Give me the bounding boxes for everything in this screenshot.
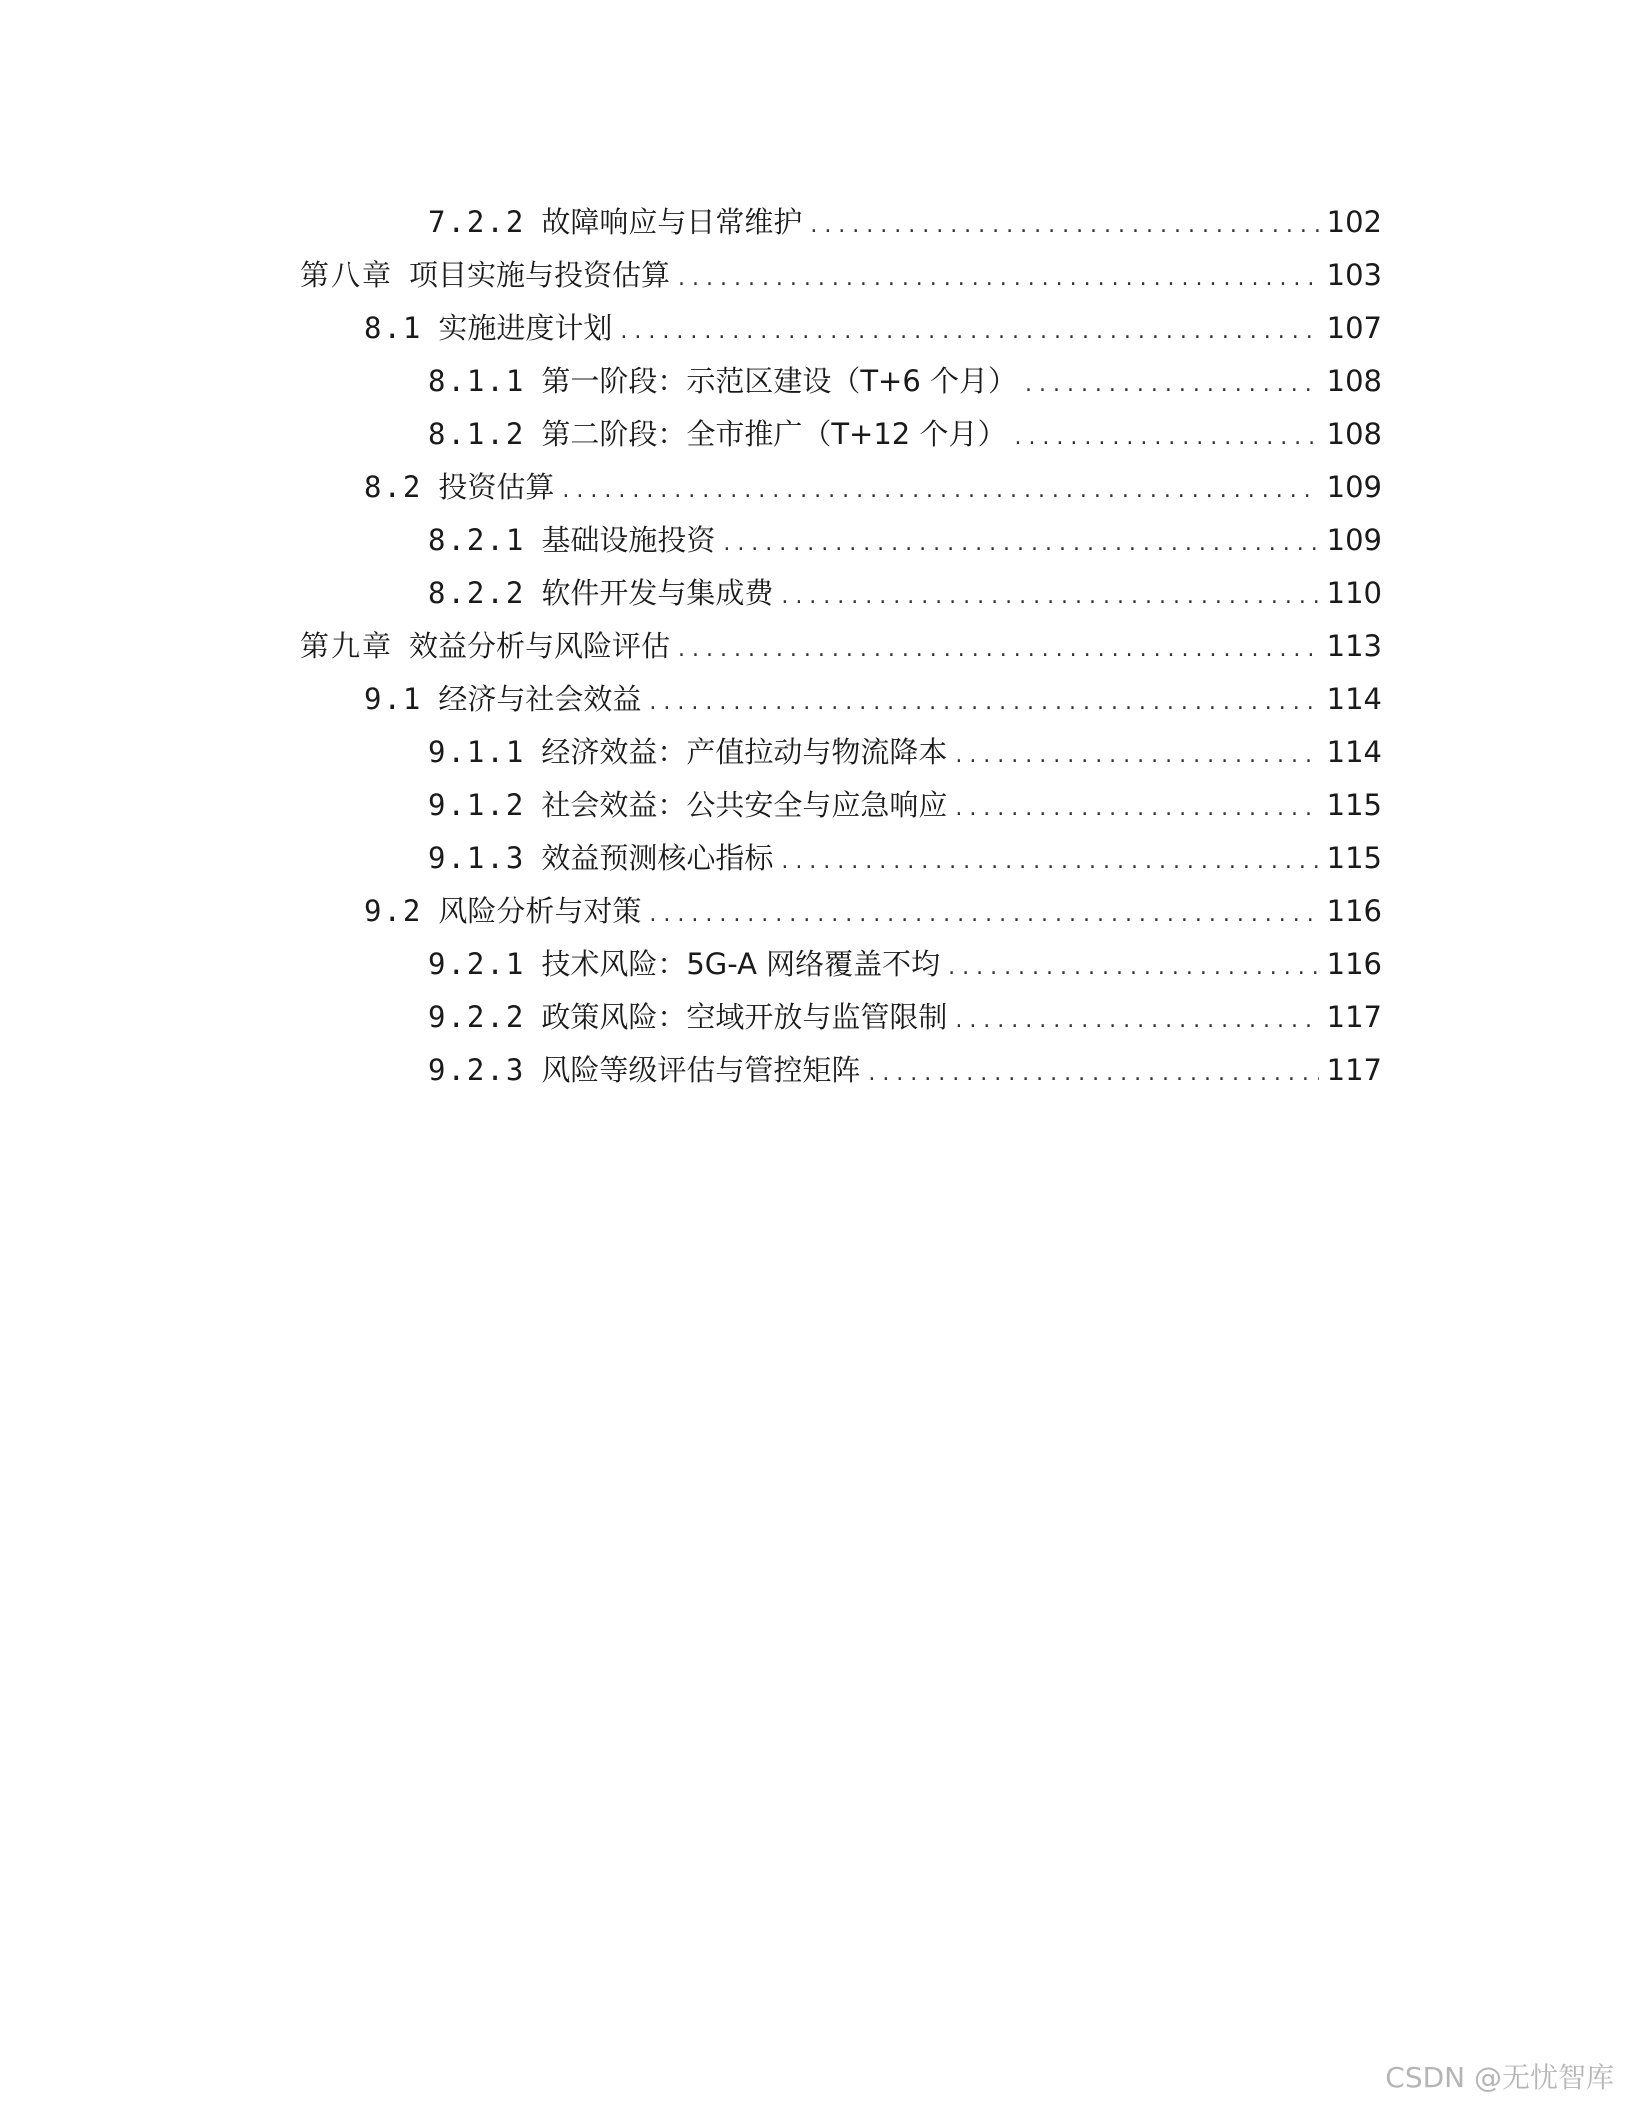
- toc-entry-page: 117: [1326, 1053, 1382, 1087]
- toc-dot-leader: [678, 623, 1319, 676]
- toc-entry-9-2[interactable]: [300, 885, 1382, 938]
- toc-entry-page: 103: [1326, 258, 1382, 292]
- toc-entry-9-1-3[interactable]: [300, 832, 1382, 885]
- toc-entry-number: 9.1.1: [428, 735, 526, 769]
- toc-entry-number: 9.2.1: [428, 947, 526, 981]
- toc-entry-title: 基础设施投资: [541, 523, 716, 557]
- toc-entry-number: 8.1: [364, 311, 423, 345]
- toc-entry-page: 115: [1326, 841, 1382, 875]
- toc-entry-chapter-8[interactable]: [300, 249, 1382, 302]
- toc-entry-number: 9.1: [364, 682, 423, 716]
- toc-entry-title: 实施进度计划: [438, 311, 613, 345]
- toc-entry-title: 第一阶段：示范区建设（T+6 个月）: [541, 364, 1017, 398]
- toc-entry-page: 109: [1326, 470, 1382, 504]
- toc-entry-page: 107: [1326, 311, 1382, 345]
- toc-dot-leader: [1025, 358, 1319, 411]
- toc-entry-9-2-1[interactable]: [300, 938, 1382, 991]
- toc-dot-leader: [955, 782, 1318, 835]
- toc-dot-leader: [620, 305, 1318, 358]
- toc-entry-title: 项目实施与投资估算: [409, 258, 671, 292]
- toc-entry-number: 9.1.2: [428, 788, 526, 822]
- toc-entry-number: 8.2: [364, 470, 423, 504]
- toc-entry-title: 故障响应与日常维护: [541, 205, 803, 239]
- toc-entry-9-1-2[interactable]: [300, 779, 1382, 832]
- toc-entry-number: 9.2.3: [428, 1053, 526, 1087]
- toc-dot-leader: [781, 835, 1318, 888]
- toc-entry-title: 软件开发与集成费: [541, 576, 774, 610]
- toc-entry-8-2[interactable]: [300, 461, 1382, 514]
- toc-entry-title: 效益预测核心指标: [541, 841, 774, 875]
- toc-entry-title: 风险分析与对策: [438, 894, 642, 928]
- toc-dot-leader: [649, 888, 1318, 941]
- toc-entry-page: 113: [1326, 629, 1382, 663]
- toc-entry-number: 第九章: [300, 629, 394, 663]
- toc-dot-leader: [1014, 411, 1318, 464]
- toc-entry-number: 9.1.3: [428, 841, 526, 875]
- toc-entry-title: 风险等级评估与管控矩阵: [541, 1053, 861, 1087]
- toc-dot-leader: [868, 1047, 1318, 1100]
- toc-entry-9-2-3[interactable]: [300, 1044, 1382, 1097]
- toc-dot-leader: [649, 676, 1318, 729]
- toc-entry-number: 8.2.1: [428, 523, 526, 557]
- toc-dot-leader: [948, 941, 1319, 994]
- toc-entry-number: 9.2: [364, 894, 423, 928]
- toc-entry-page: 110: [1326, 576, 1382, 610]
- toc-entry-page: 114: [1326, 735, 1382, 769]
- toc-dot-leader: [781, 570, 1318, 623]
- toc-entry-number: 7.2.2: [428, 205, 526, 239]
- toc-dot-leader: [810, 199, 1318, 252]
- table-of-contents: [300, 196, 1382, 1097]
- toc-entry-title: 经济与社会效益: [438, 682, 642, 716]
- toc-entry-page: 108: [1326, 364, 1382, 398]
- toc-entry-title: 效益分析与风险评估: [409, 629, 671, 663]
- toc-entry-8-1-1[interactable]: [300, 355, 1382, 408]
- toc-entry-title: 社会效益：公共安全与应急响应: [541, 788, 948, 822]
- watermark: CSDN @无忧智库: [1385, 2061, 1614, 2094]
- toc-entry-number: 8.2.2: [428, 576, 526, 610]
- toc-entry-page: 116: [1326, 894, 1382, 928]
- toc-dot-leader: [678, 252, 1319, 305]
- toc-entry-8-1-2[interactable]: [300, 408, 1382, 461]
- toc-entry-title: 第二阶段：全市推广（T+12 个月）: [541, 417, 1007, 451]
- toc-entry-title: 技术风险：5G-A 网络覆盖不均: [541, 947, 941, 981]
- toc-entry-number: 9.2.2: [428, 1000, 526, 1034]
- toc-entry-number: 8.1.2: [428, 417, 526, 451]
- toc-dot-leader: [562, 464, 1318, 517]
- toc-entry-page: 109: [1326, 523, 1382, 557]
- toc-entry-title: 政策风险：空域开放与监管限制: [541, 1000, 948, 1034]
- toc-entry-number: 第八章: [300, 258, 394, 292]
- toc-entry-9-1[interactable]: [300, 673, 1382, 726]
- toc-entry-page: 115: [1326, 788, 1382, 822]
- toc-entry-page: 116: [1326, 947, 1382, 981]
- toc-dot-leader: [955, 994, 1318, 1047]
- toc-entry-8-2-1[interactable]: [300, 514, 1382, 567]
- toc-entry-8-2-2[interactable]: [300, 567, 1382, 620]
- toc-entry-chapter-9[interactable]: [300, 620, 1382, 673]
- toc-entry-9-2-2[interactable]: [300, 991, 1382, 1044]
- toc-entry-page: 114: [1326, 682, 1382, 716]
- toc-entry-7-2-2[interactable]: [300, 196, 1382, 249]
- toc-entry-page: 102: [1326, 205, 1382, 239]
- toc-entry-page: 117: [1326, 1000, 1382, 1034]
- toc-entry-8-1[interactable]: [300, 302, 1382, 355]
- toc-entry-title: 经济效益：产值拉动与物流降本: [541, 735, 948, 769]
- toc-entry-title: 投资估算: [438, 470, 555, 504]
- toc-dot-leader: [955, 729, 1318, 782]
- toc-entry-number: 8.1.1: [428, 364, 526, 398]
- toc-entry-9-1-1[interactable]: [300, 726, 1382, 779]
- toc-dot-leader: [723, 517, 1318, 570]
- toc-entry-page: 108: [1326, 417, 1382, 451]
